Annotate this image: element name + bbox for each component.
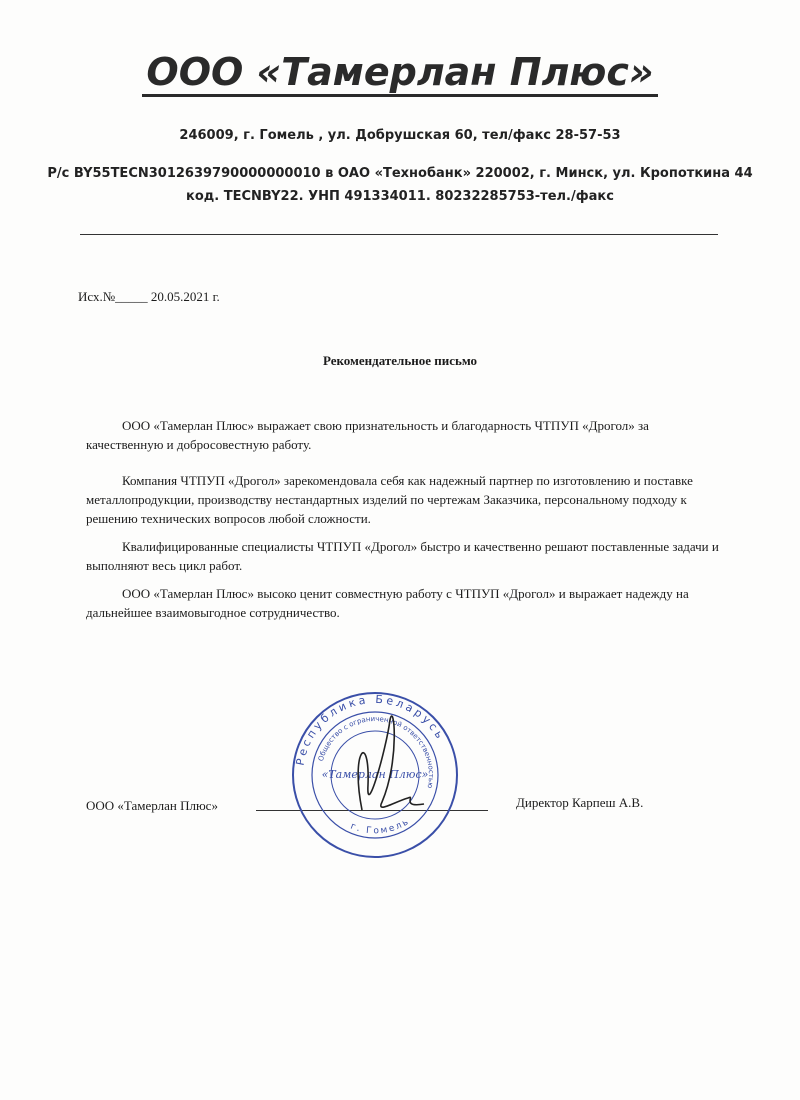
stamp-inner-text: Общество с ограниченной ответственностью xyxy=(316,714,436,789)
paragraph-3: Квалифицированные специалисты ЧТПУП «Дрогол» быстро и качественно решают поставленные задачи и выполняют весь цикл работ. xyxy=(86,539,719,573)
header-divider xyxy=(80,234,718,235)
company-stamp xyxy=(290,690,460,860)
company-address: 246009, г. Гомель , ул. Добрушская 60, тел/факс 28-57-53 xyxy=(179,128,621,143)
stamp-outer-text: Республика Беларусь xyxy=(293,692,448,767)
stamp-center-text: «Тамерлан Плюс» xyxy=(321,768,429,781)
bank-code: код. TECNBY22. УНП 491334011. 80232285753-тел./факс xyxy=(186,189,614,204)
outgoing-number: Исх.№_____ 20.05.2021 г. xyxy=(78,289,220,304)
paragraph-2: Компания ЧТПУП «Дрогол» зарекомендовала себя как надежный партнер по изготовлению и поставке металлопродукции, производству нестандартных изделий по чертежам Заказчика, персональному подходу к решению технических вопросов любой сложности. xyxy=(86,473,693,526)
paragraph-1: ООО «Тамерлан Плюс» выражает свою признательность и благодарность ЧТПУП «Дрогол» за качественную и добросовестную работу. xyxy=(86,418,649,452)
signature-organization: ООО «Тамерлан Плюс» xyxy=(86,798,218,813)
signature-director: Директор Карпеш А.В. xyxy=(516,795,644,810)
letter-title: Рекомендательное письмо xyxy=(322,353,478,368)
company-name: ООО «Тамерлан Плюс» xyxy=(0,50,800,94)
bank-details: Р/с BY55TECN3012639790000000010 в ОАО «Технобанк» 220002, г. Минск, ул. Кропоткина 44 xyxy=(47,166,753,181)
paragraph-4: ООО «Тамерлан Плюс» высоко ценит совместную работу с ЧТПУП «Дрогол» и выражает надежду на дальнейшее взаимовыгодное сотрудничество. xyxy=(86,586,689,620)
stamp-bottom-text: г. Гомель xyxy=(348,816,412,837)
